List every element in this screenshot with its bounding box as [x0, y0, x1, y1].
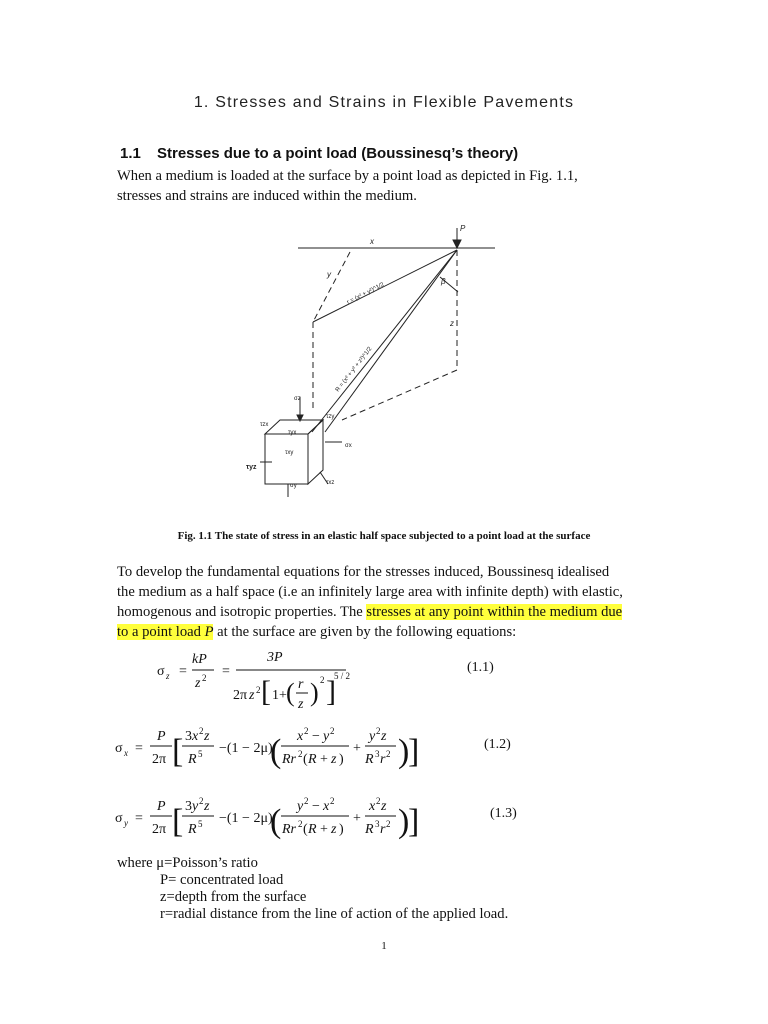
svg-text:2: 2 — [376, 796, 381, 806]
svg-text:2: 2 — [386, 819, 391, 829]
svg-text:3: 3 — [375, 819, 380, 829]
svg-text:(: ( — [303, 822, 308, 837]
label-tau-yz: τyz — [246, 464, 257, 471]
svg-text:): ) — [310, 678, 319, 707]
svg-text:(: ( — [303, 752, 308, 767]
label-sigma-y: σy — [290, 483, 297, 489]
svg-text:): ) — [398, 733, 410, 770]
chapter-title: 1. Stresses and Strains in Flexible Pavements — [193, 94, 575, 111]
svg-text:2: 2 — [304, 726, 309, 736]
svg-text:3: 3 — [375, 749, 380, 759]
svg-text:R: R — [188, 752, 197, 767]
svg-text:Rr: Rr — [282, 752, 296, 767]
label-tau-xz: τxz — [326, 480, 335, 486]
definition-poisson: where μ=Poisson’s ratio — [117, 855, 258, 871]
svg-text:2: 2 — [320, 675, 325, 685]
svg-text:z: z — [331, 822, 337, 837]
definition-P: P= concentrated load — [160, 872, 284, 888]
equation-1-2 — [115, 720, 425, 772]
figure-caption: Fig. 1.1 The state of stress in an elastic half space subjected to a point load at the surface — [177, 530, 591, 542]
svg-text:P: P — [157, 799, 166, 814]
svg-text:2: 2 — [298, 819, 303, 829]
svg-text:3: 3 — [185, 729, 192, 744]
figure-point-load-diagram — [230, 222, 510, 507]
svg-text:2: 2 — [330, 796, 335, 806]
svg-text:z: z — [166, 671, 170, 681]
para2-line-3: homogenous and isotropic properties. The stresses at any point within the medium due — [117, 604, 623, 620]
svg-text:(: ( — [270, 733, 282, 770]
svg-text:2: 2 — [304, 796, 309, 806]
svg-text:z: z — [381, 729, 387, 744]
svg-text:3P: 3P — [267, 650, 283, 665]
label-r-expression: r = (x² + y²)^1/2 — [346, 281, 386, 306]
svg-text:r: r — [298, 677, 304, 692]
svg-text:3: 3 — [185, 799, 192, 814]
para2-line-2: the medium as a half space (i.e an infinitely large area with infinite depth) with elastic, — [117, 584, 623, 600]
para2-line-4: to a point load P at the surface are given by the following equations: — [117, 624, 517, 640]
svg-text:−(1 − 2μ): −(1 − 2μ) — [219, 741, 273, 756]
svg-text:P: P — [157, 729, 166, 744]
svg-text:y: y — [369, 729, 376, 744]
svg-text:=: = — [222, 664, 230, 679]
svg-text:x: x — [297, 729, 304, 744]
svg-text:−(1 − 2μ): −(1 − 2μ) — [219, 811, 273, 826]
svg-text:x: x — [124, 748, 128, 758]
svg-text:+: + — [353, 811, 361, 826]
section-title: Stresses due to a point load (Boussinesq’s theory) — [157, 145, 519, 162]
svg-text:r: r — [380, 822, 386, 837]
label-sigma-z: σz — [294, 396, 301, 402]
svg-text:R: R — [308, 752, 317, 767]
svg-text:(: ( — [270, 803, 282, 840]
svg-text:σ: σ — [115, 811, 123, 826]
svg-text:−: − — [312, 729, 320, 744]
svg-text:z: z — [204, 799, 210, 814]
svg-text:2: 2 — [298, 749, 303, 759]
equation-1-3-number: (1.3) — [490, 806, 517, 821]
label-x: x — [370, 237, 374, 246]
svg-text:[: [ — [172, 803, 184, 840]
intro-line-2: stresses and strains are induced within the medium. — [117, 188, 417, 204]
svg-text:x: x — [369, 799, 376, 814]
svg-text:x: x — [192, 729, 199, 744]
svg-text:σ: σ — [157, 664, 165, 679]
svg-text:): ) — [398, 803, 410, 840]
svg-text:): ) — [339, 752, 344, 767]
variable-definitions — [117, 855, 508, 923]
svg-text:+: + — [320, 752, 328, 767]
highlighted-text-2: to a point load P — [117, 624, 214, 640]
svg-text:z: z — [204, 729, 210, 744]
svg-text:z: z — [381, 799, 387, 814]
svg-text:=: = — [135, 811, 143, 826]
svg-text:kP: kP — [192, 652, 207, 667]
svg-text:2: 2 — [256, 685, 261, 695]
label-beta: β — [441, 277, 446, 286]
page-number: 1 — [381, 940, 387, 952]
svg-text:[: [ — [172, 733, 184, 770]
svg-text:]: ] — [408, 733, 420, 770]
svg-text:]: ] — [408, 803, 420, 840]
intro-paragraph — [117, 166, 658, 206]
highlighted-text: stresses at any point within the medium due — [366, 604, 623, 620]
label-R-expression: R = (x² + y² + z²)^1/2 — [334, 346, 374, 394]
svg-text:+: + — [353, 741, 361, 756]
svg-text:y: y — [323, 729, 330, 744]
svg-text:R: R — [188, 822, 197, 837]
svg-text:R: R — [365, 822, 374, 837]
equation-1-1 — [150, 645, 370, 717]
svg-text:2: 2 — [202, 673, 207, 683]
label-tau-yx: τyx — [288, 430, 297, 436]
svg-text:]: ] — [326, 675, 336, 708]
svg-text:z: z — [249, 688, 255, 703]
intro-line-1: When a medium is loaded at the surface by a point load as depicted in Fig. 1.1, — [117, 168, 578, 184]
definition-z: z=depth from the surface — [160, 889, 307, 905]
label-tau-xy: τxy — [285, 450, 294, 456]
svg-text:+: + — [320, 822, 328, 837]
svg-text:R: R — [365, 752, 374, 767]
svg-text:z: z — [331, 752, 337, 767]
equation-1-2-number: (1.2) — [484, 737, 511, 752]
svg-text:2: 2 — [199, 796, 204, 806]
para2-line-1: To develop the fundamental equations for the stresses induced, Boussinesq idealised — [117, 564, 610, 580]
svg-text:2: 2 — [199, 726, 204, 736]
svg-text:): ) — [339, 822, 344, 837]
svg-text:1+: 1+ — [272, 688, 287, 703]
svg-text:Rr: Rr — [282, 822, 296, 837]
svg-text:2: 2 — [330, 726, 335, 736]
label-sigma-x: σx — [345, 443, 352, 449]
svg-text:R: R — [308, 822, 317, 837]
label-tau-zx: τzx — [260, 422, 269, 428]
label-y: y — [327, 270, 331, 279]
svg-text:2: 2 — [376, 726, 381, 736]
svg-text:2: 2 — [386, 749, 391, 759]
svg-text:5 / 2: 5 / 2 — [334, 671, 351, 681]
svg-text:z: z — [195, 676, 201, 691]
svg-text:r: r — [380, 752, 386, 767]
svg-text:5: 5 — [198, 749, 203, 759]
svg-text:=: = — [135, 741, 143, 756]
svg-text:(: ( — [286, 678, 295, 707]
definition-r: r=radial distance from the line of action of the applied load. — [160, 906, 509, 922]
svg-text:[: [ — [261, 675, 271, 708]
svg-text:z: z — [298, 697, 304, 712]
svg-text:2π: 2π — [152, 822, 167, 837]
svg-text:y: y — [297, 799, 304, 814]
svg-text:x: x — [323, 799, 330, 814]
svg-text:=: = — [179, 664, 187, 679]
svg-text:5: 5 — [198, 819, 203, 829]
label-tau-zy: τzy — [326, 414, 335, 420]
label-z: z — [450, 319, 454, 328]
svg-text:y: y — [124, 818, 128, 828]
svg-text:2π: 2π — [233, 688, 248, 703]
svg-text:2π: 2π — [152, 752, 167, 767]
svg-text:y: y — [192, 799, 199, 814]
boussinesq-paragraph — [117, 562, 658, 642]
label-P: P — [460, 224, 466, 233]
section-heading — [120, 145, 518, 162]
section-number: 1.1 — [120, 145, 141, 162]
svg-text:σ: σ — [115, 741, 123, 756]
equation-1-1-number: (1.1) — [467, 660, 494, 675]
svg-text:−: − — [312, 799, 320, 814]
equation-1-3 — [115, 790, 425, 842]
